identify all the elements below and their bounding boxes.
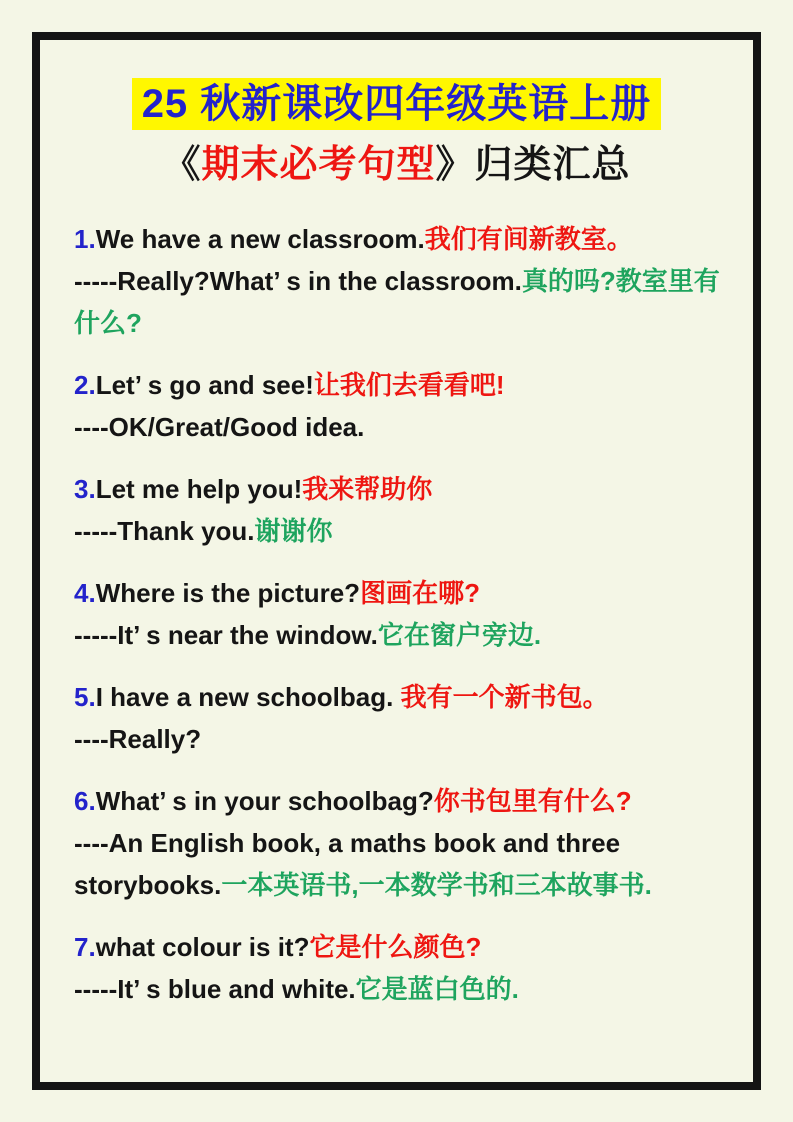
text-segment-black: -----Really?What’ s in the classroom. <box>74 266 522 296</box>
sentence-line <box>74 218 741 260</box>
text-segment-blue: 7. <box>74 932 96 962</box>
text-segment-black: ----OK/Great/Good idea. <box>74 412 365 442</box>
text-segment-red: 让我们去看看吧! <box>313 370 505 400</box>
sentence-item <box>74 572 741 656</box>
text-segment-black: What’ s in your schoolbag? <box>95 786 434 816</box>
text-segment-green: 它在窗户旁边. <box>377 620 542 650</box>
text-segment-black: -----It’ s blue and white. <box>74 974 356 1004</box>
text-segment-blue: 3. <box>74 474 96 504</box>
text-segment-blue: 4. <box>74 578 96 608</box>
sentence-line <box>74 364 741 406</box>
text-segment-blue: 6. <box>74 786 96 816</box>
sentence-line <box>74 468 741 510</box>
subtitle-close-bracket: 》 <box>435 144 475 186</box>
text-segment-red: 我来帮助你 <box>302 474 433 504</box>
sentence-list <box>74 218 741 1010</box>
text-segment-green: 它是蓝白色的. <box>355 974 519 1004</box>
text-segment-blue: 1. <box>74 224 96 254</box>
sentence-item <box>74 780 741 906</box>
text-segment-red: 你书包里有什么? <box>433 786 632 816</box>
subtitle-open-bracket: 《 <box>162 144 202 186</box>
text-segment-black: what colour is it? <box>95 932 310 962</box>
text-segment-red: 它是什么颜色? <box>309 932 482 962</box>
text-segment-red: 我们有间新教室。 <box>424 224 633 254</box>
text-segment-black: Let’ s go and see! <box>95 370 314 400</box>
text-segment-black: We have a new classroom. <box>95 224 425 254</box>
page-subtitle <box>40 142 753 188</box>
subtitle-emphasis: 期末必考句型 <box>201 144 436 186</box>
text-segment-blue: 2. <box>74 370 96 400</box>
sentence-item <box>74 468 741 552</box>
sentence-line <box>74 510 741 552</box>
sentence-item <box>74 218 741 344</box>
text-segment-red: 图画在哪? <box>360 578 480 608</box>
content-frame <box>32 32 761 1090</box>
text-segment-green: 谢谢你 <box>254 516 333 546</box>
text-segment-green: 真的吗?教室里有什么? <box>74 266 720 338</box>
subtitle-rest: 归类汇总 <box>474 144 631 186</box>
text-segment-black: ----Really? <box>74 724 202 754</box>
text-segment-black: I have a new schoolbag. <box>95 682 401 712</box>
sentence-item <box>74 676 741 760</box>
text-segment-red: 我有一个新书包。 <box>400 682 609 712</box>
text-segment-green: 一本英语书,一本数学书和三本故事书. <box>221 870 652 900</box>
sentence-line <box>74 822 741 906</box>
sentence-line <box>74 780 741 822</box>
sentence-line <box>74 676 741 718</box>
sentence-line <box>74 926 741 968</box>
sentence-line <box>74 614 741 656</box>
page-title: 25 秋新课改四年级英语上册 <box>132 78 662 130</box>
text-segment-black: ----An English book, a maths book and three storybooks. <box>74 828 621 900</box>
sentence-line <box>74 406 741 448</box>
sentence-line <box>74 718 741 760</box>
sentence-line <box>74 572 741 614</box>
sentence-line <box>74 260 741 344</box>
title-row <box>40 78 753 130</box>
text-segment-black: -----It’ s near the window. <box>74 620 378 650</box>
sentence-item <box>74 364 741 448</box>
sentence-item <box>74 926 741 1010</box>
text-segment-black: Let me help you! <box>95 474 303 504</box>
sentence-line <box>74 968 741 1010</box>
text-segment-black: -----Thank you. <box>74 516 255 546</box>
text-segment-blue: 5. <box>74 682 96 712</box>
text-segment-black: Where is the picture? <box>95 578 361 608</box>
